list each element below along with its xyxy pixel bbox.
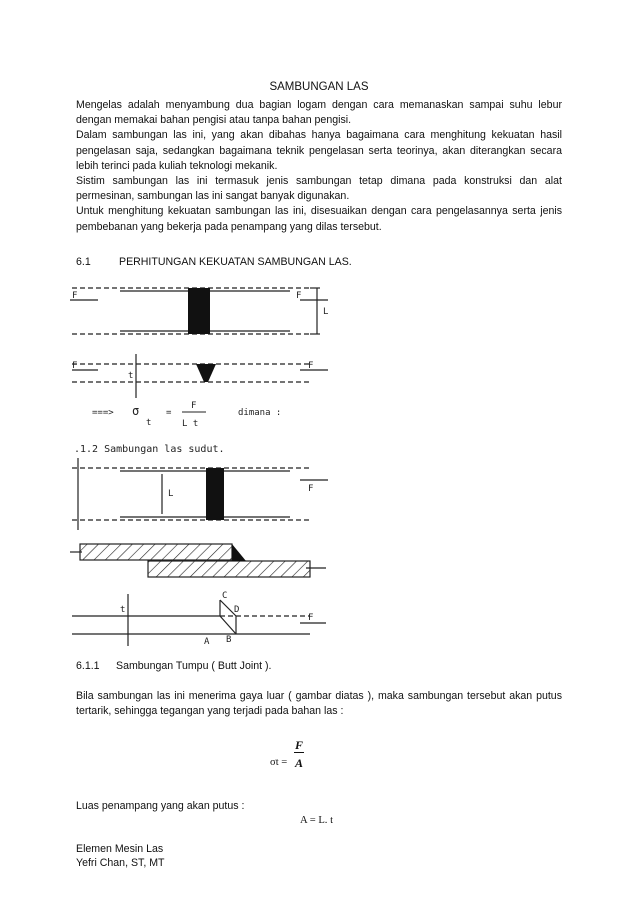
weld-figure <box>70 278 350 648</box>
thickness-label-2: t <box>120 605 126 615</box>
length-label-2: L <box>168 489 174 499</box>
fillet-weld-plan <box>206 468 224 520</box>
point-b: B <box>226 635 232 645</box>
force-label-left-2: F <box>72 361 78 371</box>
point-a: A <box>204 637 210 647</box>
butt-joint-section <box>72 354 328 398</box>
force-label-right: F <box>296 291 302 301</box>
footer <box>76 842 165 870</box>
fillet-heading: .1.2 Sambungan las sudut. <box>74 444 225 455</box>
section-heading <box>76 256 352 268</box>
force-label-right-4: F <box>308 613 314 623</box>
point-c: C <box>222 591 228 601</box>
intro-paragraph-4: Untuk menghitung kekuatan sambungan las ini, disesuaikan dengan cara pengelasannya serta jenis pembebanan yang bekerja pada penampang yang dilas tersebut. <box>76 205 562 233</box>
intro-paragraph-1: Mengelas adalah menyambung dua bagian logam dengan cara memanaskan sampai suhu lebur dengan memakai bahan pengisi atau tanpa bahan pengisi. <box>76 99 562 127</box>
section-number: 6.1 <box>76 256 91 268</box>
stress-denominator: A <box>295 756 304 770</box>
footer-course: Elemen Mesin Las <box>76 843 164 855</box>
area-formula: A = L. t <box>300 815 334 826</box>
fillet-weld-section <box>232 544 246 561</box>
length-label: L <box>323 307 329 317</box>
stress-numerator: F <box>295 738 304 752</box>
subsection-number: 6.1.1 <box>76 660 100 672</box>
weld-diagram <box>70 278 350 648</box>
sigma-subscript: t <box>146 418 152 428</box>
fillet-joint-plan <box>72 458 328 530</box>
intro-text <box>76 98 562 235</box>
force-label-right-3: F <box>308 484 314 494</box>
intro-paragraph-3: Sistim sambungan las ini termasuk jenis sambungan tetap dimana pada konstruksi dan alat permesinan, sambungan las ini sangat banyak digunakan. <box>76 175 562 203</box>
stress-arrow: ===> <box>92 408 114 418</box>
subsection-heading <box>76 660 271 672</box>
sigma-symbol: σ <box>132 404 140 418</box>
area-paragraph: Luas penampang yang akan putus : <box>76 800 245 812</box>
force-label-left: F <box>72 291 78 301</box>
stress-lhs: σt = <box>270 757 288 768</box>
fraction-numerator: F <box>191 401 197 411</box>
equals-sign: = <box>166 408 172 418</box>
butt-weld-bead <box>188 288 210 334</box>
lower-plate <box>148 561 310 577</box>
point-d: D <box>234 605 240 615</box>
upper-plate <box>80 544 232 560</box>
section-title: PERHITUNGAN KEKUATAN SAMBUNGAN LAS. <box>119 256 352 268</box>
force-label-right-2: F <box>308 361 314 371</box>
fillet-detail <box>72 594 326 646</box>
intro-paragraph-2: Dalam sambungan las ini, yang akan dibahas hanya bagaimana cara menghitung kekuatan hasil pengelasan saja, sedangkan bagaimana teknik pengelasan serta teorinya, akan diterangkan secara lebih terinci pada kuliah teknologi mekanik. <box>76 129 562 172</box>
thickness-label: t <box>128 371 134 381</box>
butt-weld-section <box>196 364 216 382</box>
body-paragraph: Bila sambungan las ini menerima gaya luar ( gambar diatas ), maka sambungan tersebut akan putus tertarik, sehingga tegangan yang terjadi pada bahan las : <box>76 690 562 718</box>
stress-fraction-bar <box>294 752 304 753</box>
fraction-denominator: L t <box>182 419 199 429</box>
footer-author: Yefri Chan, ST, MT <box>76 857 165 869</box>
subsection-title: Sambungan Tumpu ( Butt Joint ). <box>116 660 272 672</box>
where-label: dimana : <box>238 408 282 418</box>
page-title: SAMBUNGAN LAS <box>269 81 369 93</box>
